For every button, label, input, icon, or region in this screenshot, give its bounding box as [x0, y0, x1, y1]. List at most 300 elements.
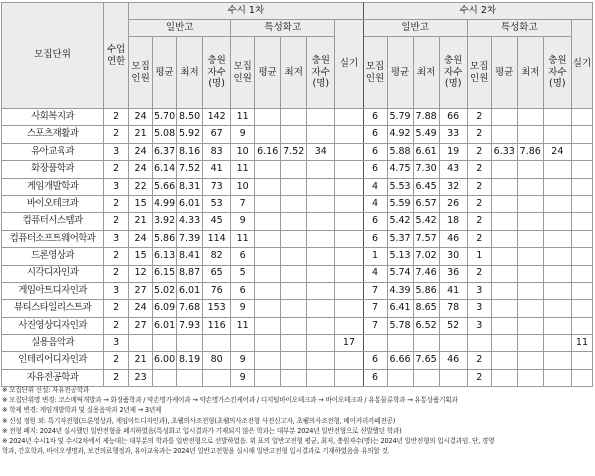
table-cell: 21: [129, 352, 153, 369]
table-cell: 2: [467, 109, 491, 126]
table-row: [2, 335, 593, 352]
table-cell: [571, 213, 592, 230]
table-cell: 5.66: [153, 178, 177, 195]
table-cell: 6: [363, 369, 387, 386]
table-cell: 6.61: [413, 143, 439, 160]
table-cell: [307, 300, 335, 317]
footnotes: [2, 385, 593, 456]
table-cell: 2: [104, 213, 129, 230]
table-row: [2, 178, 593, 195]
unit-name-cell: 사회복지과: [2, 109, 104, 126]
table-cell: 32: [439, 178, 467, 195]
table-cell: 3: [104, 335, 129, 352]
table-cell: [255, 126, 281, 143]
table-cell: [571, 195, 592, 212]
table-cell: 19: [439, 143, 467, 160]
table-cell: [129, 335, 153, 352]
table-cell: [517, 109, 543, 126]
table-cell: 9: [231, 369, 255, 386]
table-cell: 10: [231, 178, 255, 195]
table-cell: [543, 126, 571, 143]
table-cell: [491, 109, 517, 126]
table-cell: 7.30: [413, 161, 439, 178]
table-cell: 7.86: [517, 143, 543, 160]
table-cell: 2: [467, 213, 491, 230]
table-cell: 9: [231, 126, 255, 143]
table-cell: 6.14: [153, 161, 177, 178]
table-cell: 8.31: [177, 178, 203, 195]
table-cell: [281, 335, 307, 352]
table-cell: [517, 213, 543, 230]
table-cell: 8.16: [177, 143, 203, 160]
table-cell: 34: [307, 143, 335, 160]
table-cell: [307, 265, 335, 282]
table-cell: 6.01: [177, 195, 203, 212]
table-cell: [281, 195, 307, 212]
table-cell: [363, 335, 387, 352]
table-cell: [255, 248, 281, 265]
unit-name-cell: 유아교육과: [2, 143, 104, 160]
table-row: [2, 248, 593, 265]
table-cell: [153, 335, 177, 352]
table-cell: [571, 282, 592, 299]
table-cell: [517, 248, 543, 265]
table-cell: 6: [363, 143, 387, 160]
table-cell: [307, 109, 335, 126]
table-cell: 8.19: [177, 352, 203, 369]
table-cell: [281, 265, 307, 282]
table-cell: [543, 282, 571, 299]
table-cell: [571, 161, 592, 178]
table-cell: 1: [363, 248, 387, 265]
table-cell: 2: [467, 161, 491, 178]
table-cell: 4.92: [387, 126, 413, 143]
table-cell: [281, 352, 307, 369]
unit-name-cell: 자유전공학과: [2, 369, 104, 386]
table-row: [2, 161, 593, 178]
unit-name-cell: 컴퓨터소프트웨어학과: [2, 230, 104, 247]
table-cell: 5.79: [387, 109, 413, 126]
table-cell: 10: [231, 143, 255, 160]
header-filled: 충원자수(명): [439, 37, 467, 109]
table-row: [2, 230, 593, 247]
table-cell: 3: [104, 178, 129, 195]
unit-name-cell: 시각디자인과: [2, 265, 104, 282]
table-cell: 6: [363, 161, 387, 178]
table-cell: 5.53: [387, 178, 413, 195]
header-round1-general: 일반고: [129, 20, 231, 37]
table-cell: 6: [231, 248, 255, 265]
table-cell: [517, 352, 543, 369]
table-cell: [255, 282, 281, 299]
table-cell: [543, 230, 571, 247]
header-recruit: 모집인원: [363, 37, 387, 109]
table-cell: 2: [467, 230, 491, 247]
table-cell: 6.33: [491, 143, 517, 160]
table-cell: 8.65: [413, 300, 439, 317]
table-cell: [491, 317, 517, 334]
table-cell: [335, 195, 363, 212]
table-cell: [255, 109, 281, 126]
table-cell: 15: [129, 195, 153, 212]
table-cell: 3: [104, 230, 129, 247]
table-cell: 6.57: [413, 195, 439, 212]
table-cell: [543, 195, 571, 212]
table-cell: 6.01: [153, 317, 177, 334]
table-row: [2, 352, 593, 369]
footnote: ※ 전형 폐지: 2024년 실시했던 일반전형을 폐지하였음(특성화고 입시결과가 기재되지 않은 학과는 대부분 2024년 일반전형으로 선발했던 학과): [2, 426, 402, 435]
table-cell: [335, 109, 363, 126]
header-round2-general: 일반고: [363, 20, 467, 37]
header-unit: 모집단위: [2, 3, 104, 109]
table-cell: [335, 317, 363, 334]
table-cell: 142: [203, 109, 231, 126]
header-years: 수업연한: [104, 3, 129, 109]
table-cell: 6.13: [153, 248, 177, 265]
table-cell: 3.92: [153, 213, 177, 230]
table-cell: [467, 335, 491, 352]
table-cell: [307, 126, 335, 143]
table-cell: 7.68: [177, 300, 203, 317]
table-cell: 2: [467, 195, 491, 212]
table-cell: [335, 230, 363, 247]
table-cell: [543, 300, 571, 317]
table-cell: 43: [439, 161, 467, 178]
table-cell: 41: [439, 282, 467, 299]
table-cell: 6.16: [255, 143, 281, 160]
table-cell: 46: [439, 230, 467, 247]
table-cell: [543, 265, 571, 282]
table-cell: 3: [104, 282, 129, 299]
table-cell: [491, 178, 517, 195]
unit-name-cell: 뷰티스타일리스트과: [2, 300, 104, 317]
table-cell: [335, 300, 363, 317]
table-cell: 4: [363, 195, 387, 212]
unit-name-cell: 사진영상디자인과: [2, 317, 104, 334]
table-cell: [335, 265, 363, 282]
table-cell: [571, 352, 592, 369]
table-cell: 7.52: [281, 143, 307, 160]
table-cell: [491, 195, 517, 212]
table-cell: 9: [231, 352, 255, 369]
table-cell: 2: [104, 109, 129, 126]
table-cell: 7.52: [177, 161, 203, 178]
table-cell: [571, 300, 592, 317]
table-cell: [387, 335, 413, 352]
table-cell: [255, 352, 281, 369]
header-min: 최저: [413, 37, 439, 109]
table-cell: 2: [467, 369, 491, 386]
table-cell: 2: [104, 248, 129, 265]
table-cell: 22: [129, 178, 153, 195]
table-cell: 3: [467, 300, 491, 317]
table-cell: [491, 161, 517, 178]
header-recruit: 모집인원: [129, 37, 153, 109]
table-cell: [543, 178, 571, 195]
footnote: ※ 모집단위 신설: 자유전공학과: [2, 386, 90, 394]
table-cell: 3: [467, 317, 491, 334]
table-row: [2, 143, 593, 160]
table-cell: 6.66: [387, 352, 413, 369]
table-cell: 116: [203, 317, 231, 334]
table-cell: [281, 248, 307, 265]
table-cell: 9: [231, 213, 255, 230]
table-cell: 7: [231, 195, 255, 212]
table-cell: [281, 161, 307, 178]
table-cell: 23: [129, 369, 153, 386]
table-cell: 65: [203, 265, 231, 282]
header-avg: 평균: [255, 37, 281, 109]
table-cell: 5: [231, 265, 255, 282]
table-row: [2, 195, 593, 212]
table-cell: 2: [104, 300, 129, 317]
table-cell: [335, 248, 363, 265]
table-cell: [335, 178, 363, 195]
table-cell: 4.39: [387, 282, 413, 299]
header-round1-practical: 실기: [335, 20, 363, 109]
table-cell: 5.59: [387, 195, 413, 212]
unit-name-cell: 게임개발학과: [2, 178, 104, 195]
table-cell: 2: [467, 178, 491, 195]
table-cell: [543, 161, 571, 178]
table-cell: 76: [203, 282, 231, 299]
table-cell: [307, 335, 335, 352]
header-filled: 충원자수(명): [543, 37, 571, 109]
table-cell: 153: [203, 300, 231, 317]
table-cell: [281, 282, 307, 299]
table-cell: 80: [203, 352, 231, 369]
table-cell: [491, 126, 517, 143]
header-recruit: 모집인원: [467, 37, 491, 109]
table-cell: 78: [439, 300, 467, 317]
table-cell: [255, 265, 281, 282]
table-cell: [491, 282, 517, 299]
table-cell: [491, 213, 517, 230]
table-cell: [517, 161, 543, 178]
table-cell: [307, 282, 335, 299]
table-row: [2, 282, 593, 299]
table-cell: 4: [363, 178, 387, 195]
table-cell: 6: [363, 352, 387, 369]
unit-name-cell: 컴퓨터시스템과: [2, 213, 104, 230]
footnote: 학과, 간호학과, 바이오생명과, 보건의료행정과, 유아교육과는 2024년 일반고전형을 실시해 일반고전형 입시결과로 기재하였음을 유의할 것.: [2, 447, 390, 456]
table-cell: 6: [363, 230, 387, 247]
table-cell: [491, 248, 517, 265]
table-cell: [255, 335, 281, 352]
table-cell: [543, 109, 571, 126]
table-cell: 8.41: [177, 248, 203, 265]
table-cell: 2: [104, 195, 129, 212]
table-cell: 5.08: [153, 126, 177, 143]
admission-results-table: [1, 2, 593, 387]
table-row: [2, 126, 593, 143]
table-cell: [571, 143, 592, 160]
table-cell: [543, 248, 571, 265]
table-cell: 5.49: [413, 126, 439, 143]
header-avg: 평균: [491, 37, 517, 109]
table-cell: 46: [439, 352, 467, 369]
table-cell: 17: [335, 335, 363, 352]
table-cell: 5.86: [413, 282, 439, 299]
table-cell: 5.74: [387, 265, 413, 282]
table-cell: [335, 282, 363, 299]
table-cell: 73: [203, 178, 231, 195]
table-cell: [491, 352, 517, 369]
table-cell: 5.86: [153, 230, 177, 247]
table-cell: 6: [363, 213, 387, 230]
header-round2-specialized: 특성화고: [467, 20, 571, 37]
table-cell: 6.52: [413, 317, 439, 334]
table-cell: [517, 317, 543, 334]
table-cell: [255, 300, 281, 317]
table-cell: 24: [129, 161, 153, 178]
table-cell: 4: [363, 265, 387, 282]
table-cell: [571, 126, 592, 143]
table-cell: 12: [129, 265, 153, 282]
table-cell: 7.46: [413, 265, 439, 282]
table-cell: 114: [203, 230, 231, 247]
table-cell: 30: [439, 248, 467, 265]
table-cell: [439, 335, 467, 352]
table-cell: 24: [129, 230, 153, 247]
table-cell: 9: [231, 300, 255, 317]
table-cell: 7: [363, 282, 387, 299]
table-cell: 36: [439, 265, 467, 282]
table-cell: 5.42: [413, 213, 439, 230]
table-cell: 21: [129, 213, 153, 230]
table-row: [2, 317, 593, 334]
table-cell: 21: [129, 126, 153, 143]
table-cell: [255, 317, 281, 334]
table-cell: 1: [467, 248, 491, 265]
table-cell: [177, 335, 203, 352]
table-row: [2, 300, 593, 317]
table-cell: 7.88: [413, 109, 439, 126]
table-cell: [281, 300, 307, 317]
unit-name-cell: 바이오테크과: [2, 195, 104, 212]
table-cell: [307, 213, 335, 230]
table-cell: [255, 213, 281, 230]
table-cell: [413, 335, 439, 352]
table-cell: 5.37: [387, 230, 413, 247]
table-cell: [281, 178, 307, 195]
table-cell: 4.33: [177, 213, 203, 230]
header-round2: 수시 2차: [363, 3, 592, 20]
table-cell: 24: [543, 143, 571, 160]
table-cell: [281, 109, 307, 126]
header-min: 최저: [281, 37, 307, 109]
unit-name-cell: 실용음악과: [2, 335, 104, 352]
table-cell: [543, 317, 571, 334]
table-cell: [335, 161, 363, 178]
footnote: ※ 모집단위명 변경: 코스메틱개발과 → 화장품학과 / 약손명가케어과 → 약손명가스킨케어과 / 디지털바이오테크과 → 바이오테크과 / 유통물류학과 → 유통상품기획과: [2, 396, 458, 405]
table-cell: 2: [467, 352, 491, 369]
table-cell: 6.41: [387, 300, 413, 317]
table-cell: 5.70: [153, 109, 177, 126]
table-cell: 18: [439, 213, 467, 230]
table-cell: [281, 317, 307, 334]
unit-name-cell: 게임아트디자인과: [2, 282, 104, 299]
table-cell: 6.15: [153, 265, 177, 282]
table-cell: 2: [467, 143, 491, 160]
table-cell: [517, 300, 543, 317]
table-cell: 52: [439, 317, 467, 334]
header-recruit: 모집인원: [231, 37, 255, 109]
table-cell: 7.57: [413, 230, 439, 247]
table-cell: [491, 335, 517, 352]
table-cell: [307, 352, 335, 369]
table-cell: [517, 282, 543, 299]
table-cell: 53: [203, 195, 231, 212]
table-cell: 7.39: [177, 230, 203, 247]
table-cell: 11: [231, 161, 255, 178]
table-cell: 2: [104, 161, 129, 178]
table-cell: [335, 213, 363, 230]
table-cell: [335, 143, 363, 160]
table-cell: 45: [203, 213, 231, 230]
table-cell: [307, 161, 335, 178]
table-cell: [335, 352, 363, 369]
table-cell: 11: [571, 335, 592, 352]
table-cell: 41: [203, 161, 231, 178]
table-cell: 3: [104, 143, 129, 160]
table-row: [2, 109, 593, 126]
table-cell: 7.02: [413, 248, 439, 265]
table-cell: [307, 248, 335, 265]
table-cell: 7: [363, 300, 387, 317]
table-cell: [281, 126, 307, 143]
table-cell: [307, 317, 335, 334]
table-row: [2, 265, 593, 282]
table-cell: 8.50: [177, 109, 203, 126]
table-cell: [255, 178, 281, 195]
table-cell: [571, 109, 592, 126]
table-cell: [307, 195, 335, 212]
table-cell: 6: [363, 126, 387, 143]
table-cell: [543, 213, 571, 230]
table-cell: 11: [231, 317, 255, 334]
table-cell: 6.09: [153, 300, 177, 317]
table-cell: 2: [104, 369, 129, 386]
table-cell: [517, 195, 543, 212]
table-cell: 8.87: [177, 265, 203, 282]
table-cell: [517, 126, 543, 143]
table-cell: [281, 213, 307, 230]
table-cell: 2: [104, 352, 129, 369]
table-cell: 82: [203, 248, 231, 265]
footnote: ※ 신설 정원 외: 특기자전형(드론영상과, 게임아트디자인과), 초웰의사조전형(초웰의사조전형 사전신고자, 초웰의사조전형, 베이커리카페전공): [2, 416, 396, 425]
unit-name-cell: 드론영상과: [2, 248, 104, 265]
header-avg: 평균: [387, 37, 413, 109]
table-cell: 5.88: [387, 143, 413, 160]
table-cell: 15: [129, 248, 153, 265]
table-cell: [491, 300, 517, 317]
table-cell: 26: [439, 195, 467, 212]
table-cell: [203, 335, 231, 352]
table-cell: 5.13: [387, 248, 413, 265]
table-cell: [231, 335, 255, 352]
table-cell: 24: [129, 300, 153, 317]
table-cell: [571, 317, 592, 334]
header-min: 최저: [177, 37, 203, 109]
table-cell: [517, 178, 543, 195]
table-cell: 7: [363, 317, 387, 334]
table-cell: [517, 265, 543, 282]
table-cell: [543, 335, 571, 352]
table-cell: [571, 178, 592, 195]
table-cell: 2: [104, 126, 129, 143]
table-cell: 7.65: [413, 352, 439, 369]
